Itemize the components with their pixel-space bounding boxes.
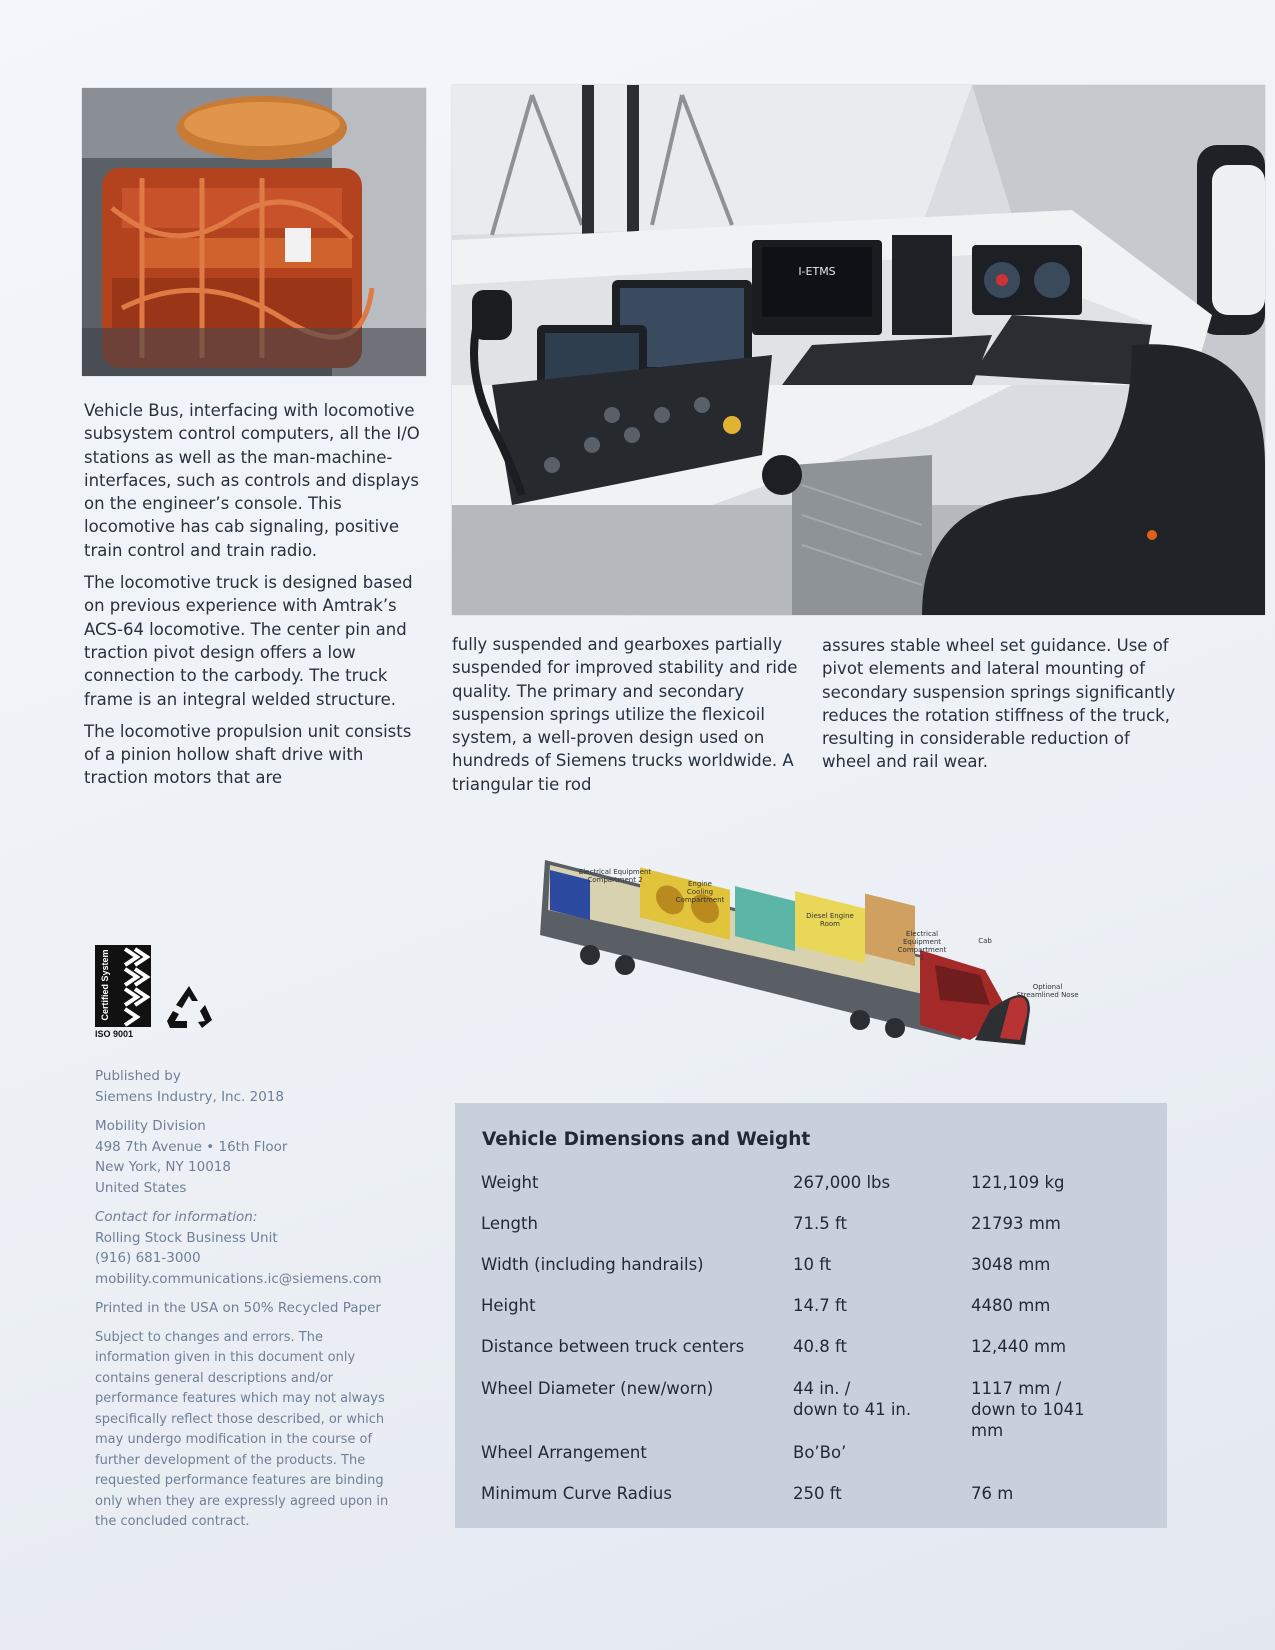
spec-imperial: 14.7 ft (793, 1296, 847, 1315)
recycle-icon (165, 983, 213, 1031)
certified-system-badge (95, 945, 151, 1041)
paragraph-truck-design: The locomotive truck is designed based on previous experience with Amtrak’s ACS-64 locomotive. The center pin and traction pivot design offers a low connection to the carbody. The truck frame is an integral welded structure. (84, 573, 413, 709)
label-streamlined-nose: Optional Streamlined Nose (1016, 983, 1079, 999)
spec-metric: 121,109 kg (971, 1173, 1065, 1192)
engine-photo (82, 88, 426, 376)
label-cab: Cab (978, 937, 992, 945)
cab-photo-graphic (452, 85, 1265, 615)
spec-metric: 3048 mm (971, 1255, 1051, 1274)
contact-phone: (916) 681-3000 (95, 1250, 201, 1266)
iso-label: ISO 9001 (95, 1029, 134, 1039)
spec-imperial: Bo’Bo’ (793, 1443, 847, 1462)
published-by-label: Published by (95, 1068, 181, 1084)
spec-label: Width (including handrails) (481, 1255, 704, 1274)
contact-email[interactable]: mobility.communications.ic@siemens.com (95, 1270, 382, 1287)
address-line-1: 498 7th Avenue • 16th Floor (95, 1138, 288, 1155)
printed-note: Printed in the USA on 50% Recycled Paper (95, 1300, 381, 1316)
label-electrical-compartment-2: Electrical Equipment Compartment 2 (578, 868, 652, 884)
spec-metric: 12,440 mm (971, 1337, 1067, 1356)
publisher-name: Siemens Industry, Inc. 2018 (95, 1088, 284, 1105)
spec-metric: 76 m (971, 1484, 1014, 1503)
publisher-info (95, 1066, 415, 1542)
spec-imperial: 40.8 ft (793, 1337, 847, 1356)
chevron-stripes-icon (121, 945, 151, 1027)
vehicle-dimensions-table (455, 1103, 1167, 1528)
spec-metric: 1117 mm / down to 1041 mm (971, 1379, 1085, 1440)
spec-label: Length (481, 1214, 538, 1233)
engine-photo-graphic (82, 88, 426, 376)
label-electrical-compartment-1: Electrical Equipment Compartment 1 (897, 930, 947, 962)
spec-metric: 4480 mm (971, 1296, 1051, 1315)
cab-screen-label: I-ETMS (798, 265, 836, 278)
disclaimer-text: Subject to changes and errors. The information given in this document only contains general descriptions and/or performance features which may not always specifically reflect those described, or which may undergo modification in the course of further development of the products. The requested performance features are binding only when they are expressly agreed upon in the concluded contract. (95, 1329, 389, 1529)
spec-imperial: 250 ft (793, 1484, 842, 1503)
spec-label: Weight (481, 1173, 539, 1192)
paragraph-wheel-guidance: assures stable wheel set guidance. Use of pivot elements and lateral mounting of secondary suspension springs significantly reduces the rotation stiffness of the truck, resulting in considerable reduction of wheel and rail wear. (822, 636, 1176, 772)
label-engine-cooling: Engine Cooling Compartment (675, 880, 725, 904)
spec-metric: 21793 mm (971, 1214, 1061, 1233)
certified-system-mark (95, 945, 151, 1027)
contact-unit: Rolling Stock Business Unit (95, 1229, 278, 1246)
contact-label: Contact for information: (95, 1209, 258, 1225)
paragraph-propulsion: The locomotive propulsion unit consists of a pinion hollow shaft drive with traction motors that are (84, 721, 412, 788)
text-column-1 (84, 399, 432, 799)
label-diesel-engine-room: Diesel Engine Room (806, 912, 854, 928)
spec-label: Wheel Diameter (new/worn) (481, 1379, 714, 1398)
locomotive-cutaway-diagram (530, 840, 1090, 1080)
spec-imperial: 10 ft (793, 1255, 832, 1274)
paragraph-suspension: fully suspended and gearboxes partially suspended for improved stability and ride quality. The primary and secondary suspension springs utilize the flexicoil system, a well-proven design used on hundreds of Siemens trucks worldwide. A triangular tie rod (452, 635, 798, 794)
spec-label: Height (481, 1296, 536, 1315)
paragraph-vehicle-bus: Vehicle Bus, interfacing with locomotive subsystem control computers, all the I/O stations as well as the man-machine-interfaces, such as controls and displays on the engineer’s console. This locomotive has cab signaling, positive train control and train radio. (84, 401, 420, 560)
spec-imperial: 71.5 ft (793, 1214, 847, 1233)
text-column-2 (452, 633, 800, 805)
spec-label: Minimum Curve Radius (481, 1484, 672, 1503)
spec-label: Wheel Arrangement (481, 1443, 647, 1462)
cab-photo (452, 85, 1265, 615)
address-line-2: New York, NY 10018 (95, 1159, 231, 1175)
spec-imperial: 267,000 lbs (793, 1173, 891, 1192)
division-name: Mobility Division (95, 1118, 206, 1134)
spec-label: Distance between truck centers (481, 1337, 745, 1356)
address-country: United States (95, 1179, 187, 1196)
text-column-3 (822, 634, 1178, 783)
spec-imperial: 44 in. / down to 41 in. (793, 1379, 912, 1419)
certified-system-text: Certified System (100, 949, 110, 1021)
spec-table-title: Vehicle Dimensions and Weight (482, 1129, 811, 1150)
